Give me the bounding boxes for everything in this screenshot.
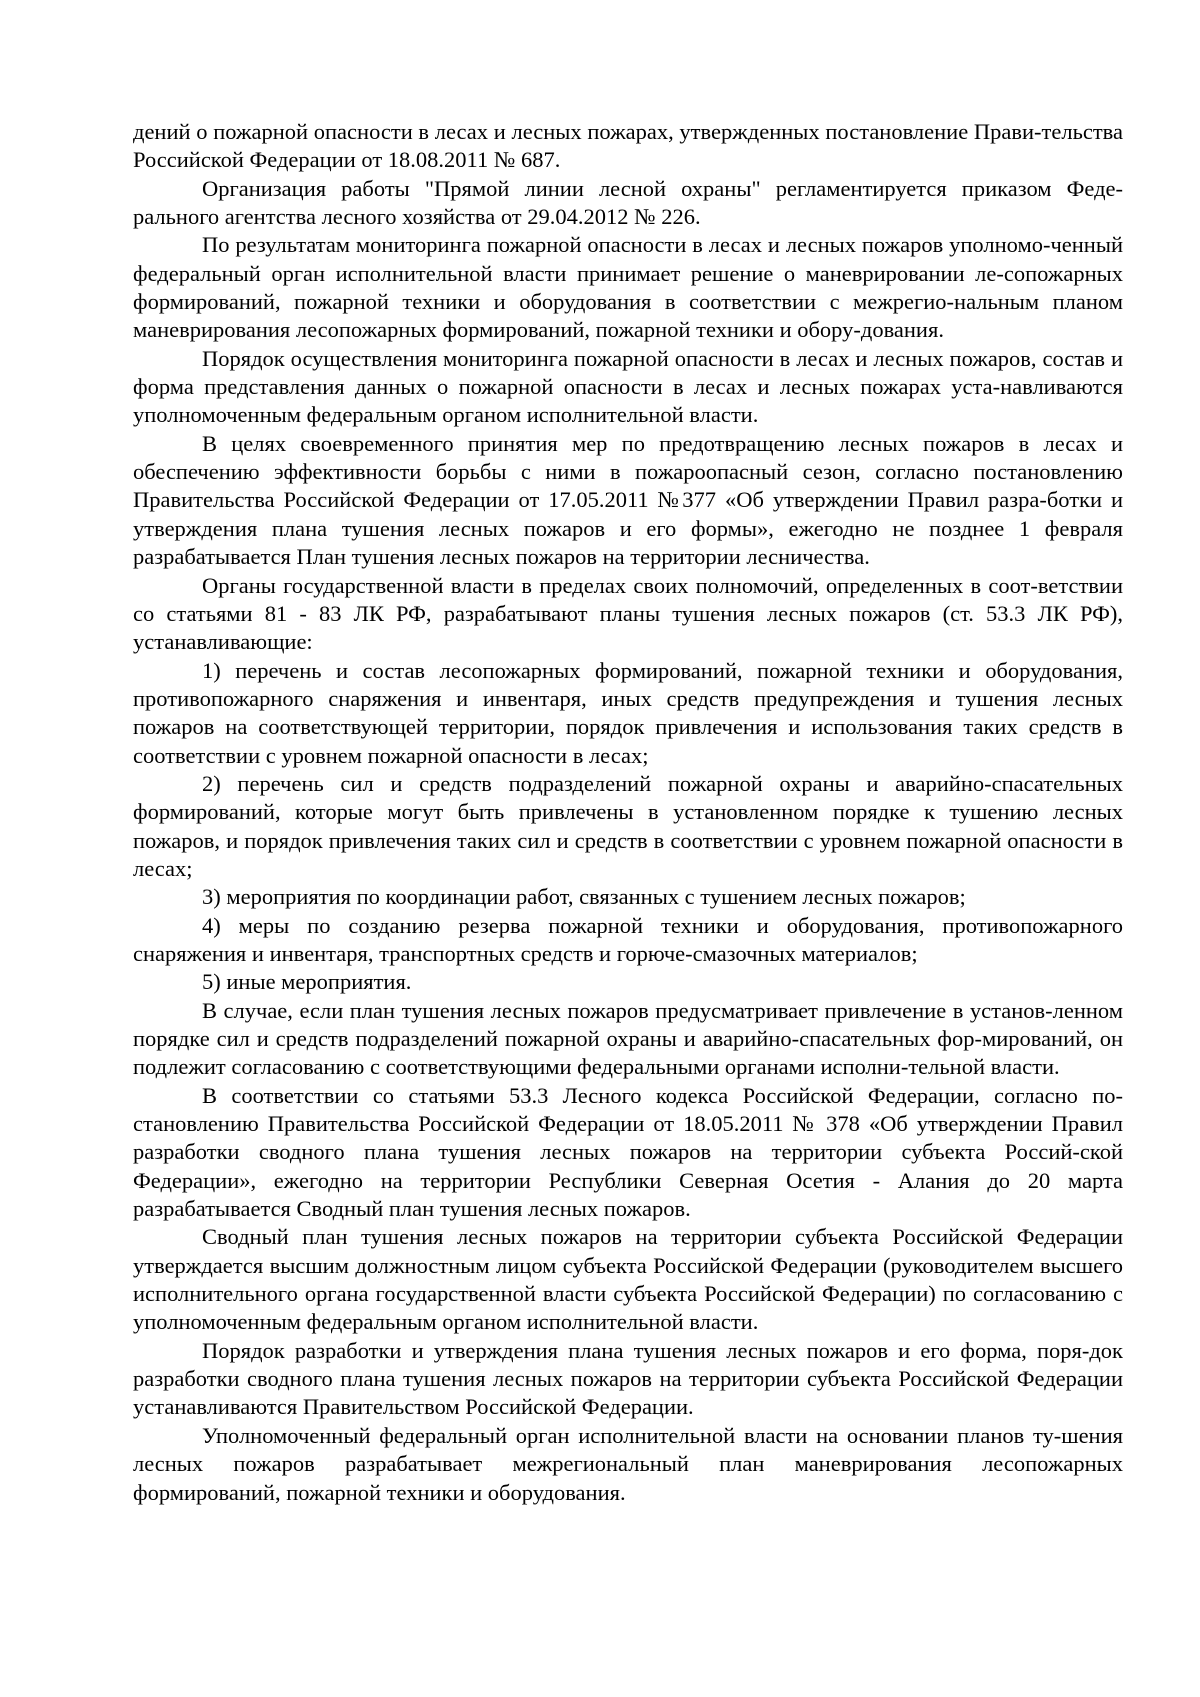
- paragraph-continuation: дений о пожарной опасности в лесах и лесных пожарах, утвержденных постановление Прави-тельства Российской Федерации от 18.08.2011 № 687.: [133, 119, 1123, 173]
- paragraph-interregional-plan: Уполномоченный федеральный орган исполнительной власти на основании планов ту-шения лесных пожаров разрабатывает межрегиональный план маневрирования лесопожарных формирований, пожарной техники и оборудования.: [133, 1422, 1123, 1505]
- paragraph-fire-plan-forestry: В целях своевременного принятия мер по предотвращению лесных пожаров в лесах и обеспечению эффективности борьбы с ними в пожароопасный сезон, согласно постановлению Правительства Российской Федерации от 17.05.2011 №377 «Об утверждении Правил разра-ботки и утверждения плана тушения лесных пожаров и его формы», ежегодно не позднее 1 февраля разрабатывается План тушения лесных пожаров на территории лесничества.: [133, 430, 1123, 570]
- list-item-2: 2) перечень сил и средств подразделений пожарной охраны и аварийно-спасательных формирований, которые могут быть привлечены в установленном порядке к тушению лесных пожаров, и порядок привлечения таких сил и средств в соответствии с уровнем пожарной опасности в лесах;: [133, 770, 1123, 881]
- paragraph-monitoring-results: По результатам мониторинга пожарной опасности в лесах и лесных пожаров уполномо-ченный федеральный орган исполнительной власти принимает решение о маневрировании ле-сопожарных формирований, пожарной техники и оборудования в соответствии с межрегио-нальным планом маневрирования лесопожарных формирований, пожарной техники и обору-дования.: [133, 232, 1123, 343]
- paragraph-monitoring-procedure: Порядок осуществления мониторинга пожарной опасности в лесах и лесных пожаров, состав и форма представления данных о пожарной опасности в лесах и лесных пожарах уста-навливаются уполномоченным федеральным органом исполнительной власти.: [133, 345, 1123, 428]
- list-item-1: 1) перечень и состав лесопожарных формирований, пожарной техники и оборудования, противопожарного снаряжения и инвентаря, иных средств предупреждения и тушения лесных пожаров на соответствующей территории, порядок привлечения и использования таких средств в соответствии с уровнем пожарной опасности в лесах;: [133, 657, 1123, 768]
- paragraph-state-authorities: Органы государственной власти в пределах своих полномочий, определенных в соот-ветствии со статьями 81 - 83 ЛК РФ, разрабатывают планы тушения лесных пожаров (ст. 53.3 ЛК РФ), устанавливающие:: [133, 572, 1123, 655]
- paragraph-plan-procedure: Порядок разработки и утверждения плана тушения лесных пожаров и его форма, поря-док разработки сводного плана тушения лесных пожаров на территории субъекта Российской Федерации устанавливаются Правительством Российской Федерации.: [133, 1337, 1123, 1420]
- list-item-3: 3) мероприятия по координации работ, связанных с тушением лесных пожаров;: [202, 884, 966, 910]
- paragraph-hotline-order: Организация работы "Прямой линии лесной охраны" регламентируется приказом Феде-рального агентства лесного хозяйства от 29.04.2012 № 226.: [133, 175, 1123, 230]
- document-page: [133, 118, 1123, 1507]
- paragraph-consolidated-approval: Сводный план тушения лесных пожаров на территории субъекта Российской Федерации утверждается высшим должностным лицом субъекта Российской Федерации (руководителем высшего исполнительного органа государственной власти субъекта Российской Федерации) по согласованию с уполномоченным федеральным органом исполнительной власти.: [133, 1224, 1123, 1335]
- paragraph-consolidated-plan: В соответствии со статьями 53.3 Лесного кодекса Российской Федерации, согласно по-становлению Правительства Российской Федерации от 18.05.2011 № 378 «Об утверждении Правил разработки сводного плана тушения лесных пожаров на территории субъекта Россий-ской Федерации», ежегодно на территории Республики Северная Осетия - Алания до 20 марта разрабатывается Сводный план тушения лесных пожаров.: [133, 1082, 1123, 1222]
- paragraph-plan-approval: В случае, если план тушения лесных пожаров предусматривает привлечение в установ-ленном порядке сил и средств подразделений пожарной охраны и аварийно-спасательных фор-мирований, он подлежит согласованию с соответствующими федеральными органами исполни-тельной власти.: [133, 997, 1123, 1080]
- list-item-4: 4) меры по созданию резерва пожарной техники и оборудования, противопожарного снаряжения и инвентаря, транспортных средств и горюче-смазочных материалов;: [133, 912, 1123, 966]
- list-item-5: 5) иные мероприятия.: [202, 969, 412, 995]
